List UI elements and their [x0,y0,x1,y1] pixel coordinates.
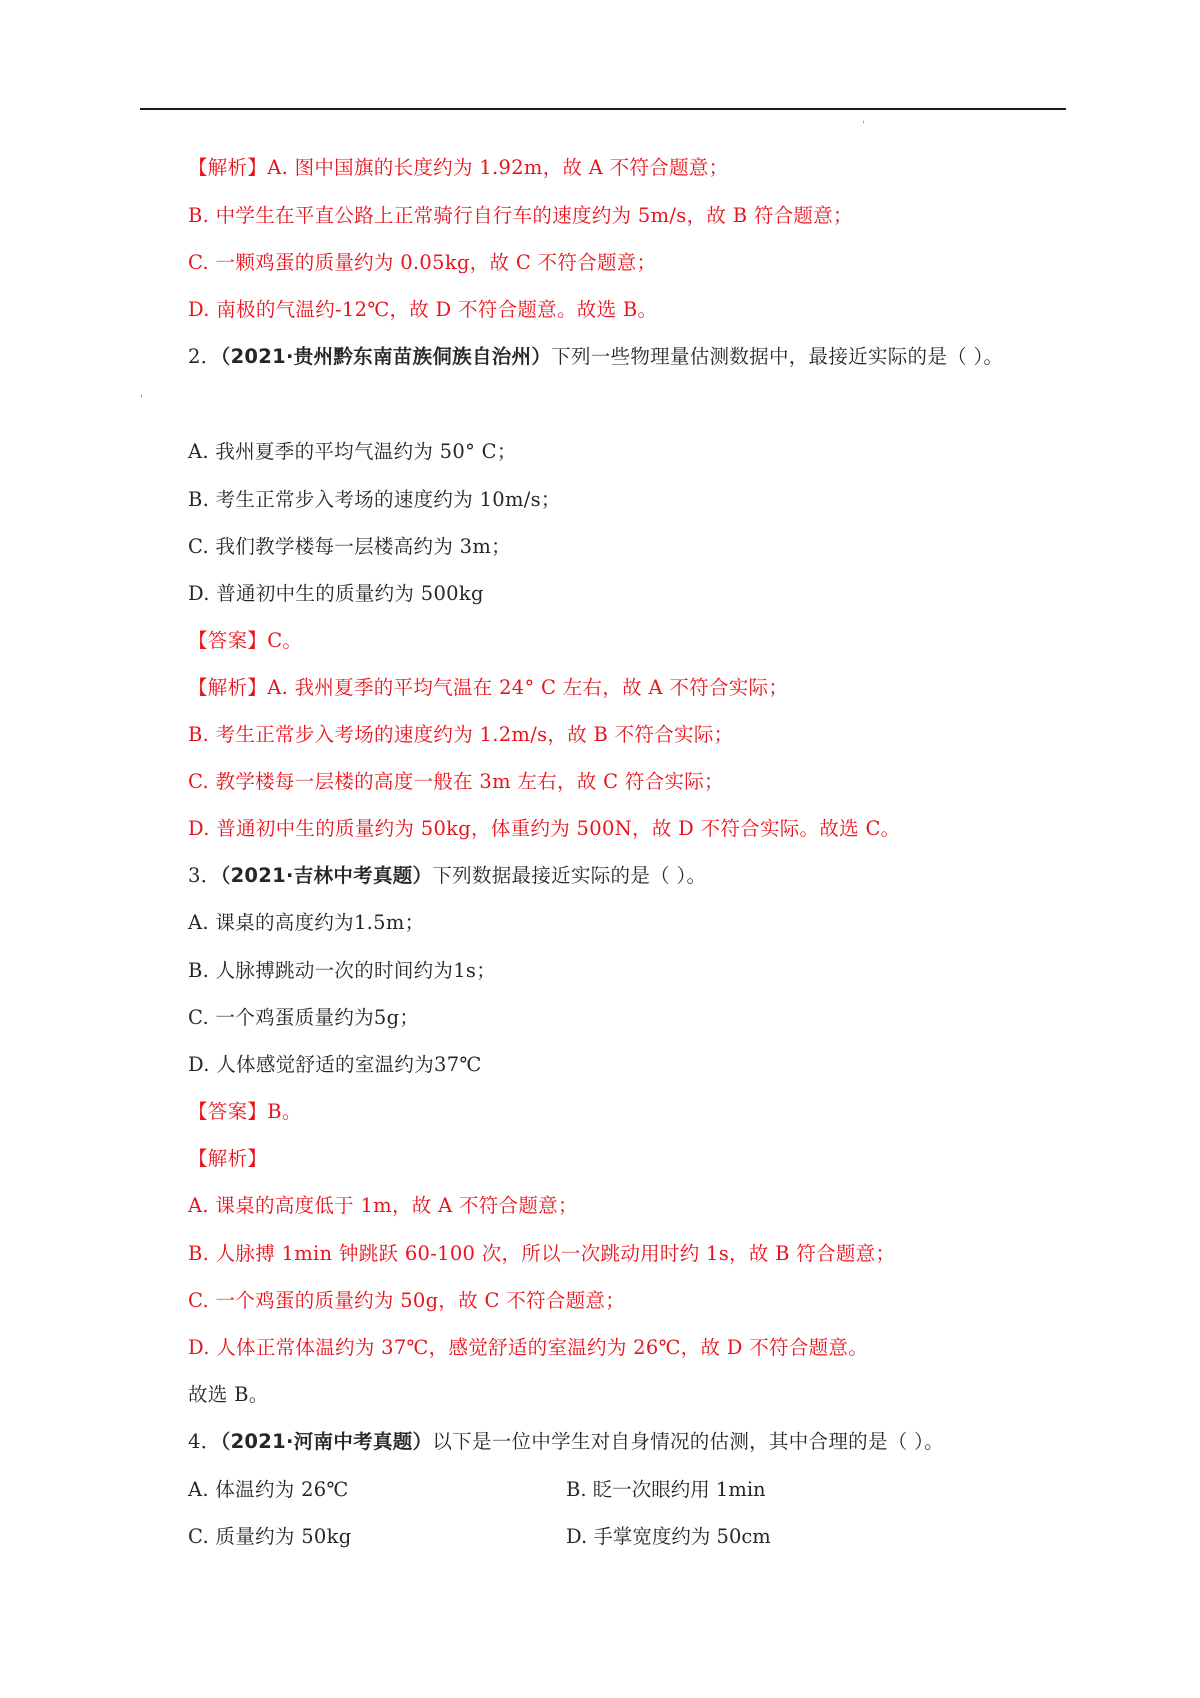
answer-tag: 【答案】 [188,1100,268,1123]
q3-conclusion: 故选 B。 [188,1383,269,1406]
question-text: 下列一些物理量估测数据中，最接近实际的是（ ）。 [551,345,1004,368]
q3-answer [188,1098,302,1126]
q2-option-b: B. 考生正常步入考场的速度约为 10m/s； [188,488,561,511]
q2-analysis-c: C. 教学楼每一层楼的高度一般在 3m 左右，故 C 符合实际； [188,770,724,793]
q3-option-b: B. 人脉搏跳动一次的时间约为1s； [188,959,497,982]
q1-analysis-b: B. 中学生在平直公路上正常骑行自行车的速度约为 5m/s，故 B 符合题意； [188,204,853,227]
q2-option-d: D. 普通初中生的质量约为 500kg [188,582,484,605]
q2-analysis-b: B. 考生正常步入考场的速度约为 1.2m/s，故 B 不符合实际； [188,723,734,746]
q3-analysis-c: C. 一个鸡蛋的质量约为 50g，故 C 不符合题意； [188,1289,626,1312]
q4-stem [188,1428,944,1456]
q2-analysis-a [188,674,788,702]
q3-analysis-a: A. 课桌的高度低于 1m，故 A 不符合题意； [188,1194,578,1217]
question-number: 3． [188,864,221,887]
q2-stem [188,343,1003,371]
answer-value: C。 [267,629,303,652]
q1-analysis-d: D. 南极的气温约-12℃，故 D 不符合题意。故选 B。 [188,298,658,321]
analysis-tag: 【解析】 [188,156,268,179]
question-number: 4． [188,1430,221,1453]
q3-analysis-d: D. 人体正常体温约为 37℃，感觉舒适的室温约为 26℃，故 D 不符合题意。 [188,1336,869,1359]
question-number: 2． [188,345,221,368]
q1-analysis-a [188,154,728,182]
q2-option-a: A. 我州夏季的平均气温约为 50° C； [188,440,517,463]
answer-value: B。 [267,1100,302,1123]
q4-option-c: C. 质量约为 50kg [188,1525,352,1548]
q3-analysis-tag: 【解析】 [188,1147,268,1170]
q3-option-d: D. 人体感觉舒适的室温约为37℃ [188,1053,482,1076]
q3-analysis-b: B. 人脉搏 1min 钟跳跃 60-100 次，所以一次跳动用时约 1s，故 B 符合题意； [188,1242,896,1265]
question-text: 以下是一位中学生对自身情况的估测，其中合理的是（ ）。 [432,1430,944,1453]
q2-answer [188,627,302,655]
q4-option-b: B. 眨一次眼约用 1min [566,1478,766,1501]
q4-option-a: A. 体温约为 26℃ [188,1478,349,1501]
analysis-tag: 【解析】 [188,676,268,699]
header-rule [140,108,1066,110]
scan-mark: ' [862,120,865,131]
q3-stem [188,862,706,890]
q3-option-a: A. 课桌的高度约为1.5m； [188,911,425,934]
q3-option-c: C. 一个鸡蛋质量约为5g； [188,1006,420,1029]
q1-analysis-c: C. 一颗鸡蛋的质量约为 0.05kg，故 C 不符合题意； [188,251,657,274]
question-text: 下列数据最接近实际的是（ ）。 [432,864,707,887]
analysis-text: A. 图中国旗的长度约为 1.92m，故 A 不符合题意； [267,156,729,179]
scan-mark-2: ' [140,394,143,405]
question-source: （2021·河南中考真题） [220,1430,433,1453]
analysis-text: A. 我州夏季的平均气温在 24° C 左右，故 A 不符合实际； [267,676,789,699]
answer-tag: 【答案】 [188,629,268,652]
q4-option-d: D. 手掌宽度约为 50cm [566,1525,771,1548]
question-source: （2021·吉林中考真题） [220,864,433,887]
question-source: （2021·贵州黔东南苗族侗族自治州） [220,345,552,368]
q2-option-c: C. 我们教学楼每一层楼高约为 3m； [188,535,511,558]
q2-analysis-d: D. 普通初中生的质量约为 50kg，体重约为 500N，故 D 不符合实际。故选 C。 [188,817,901,840]
